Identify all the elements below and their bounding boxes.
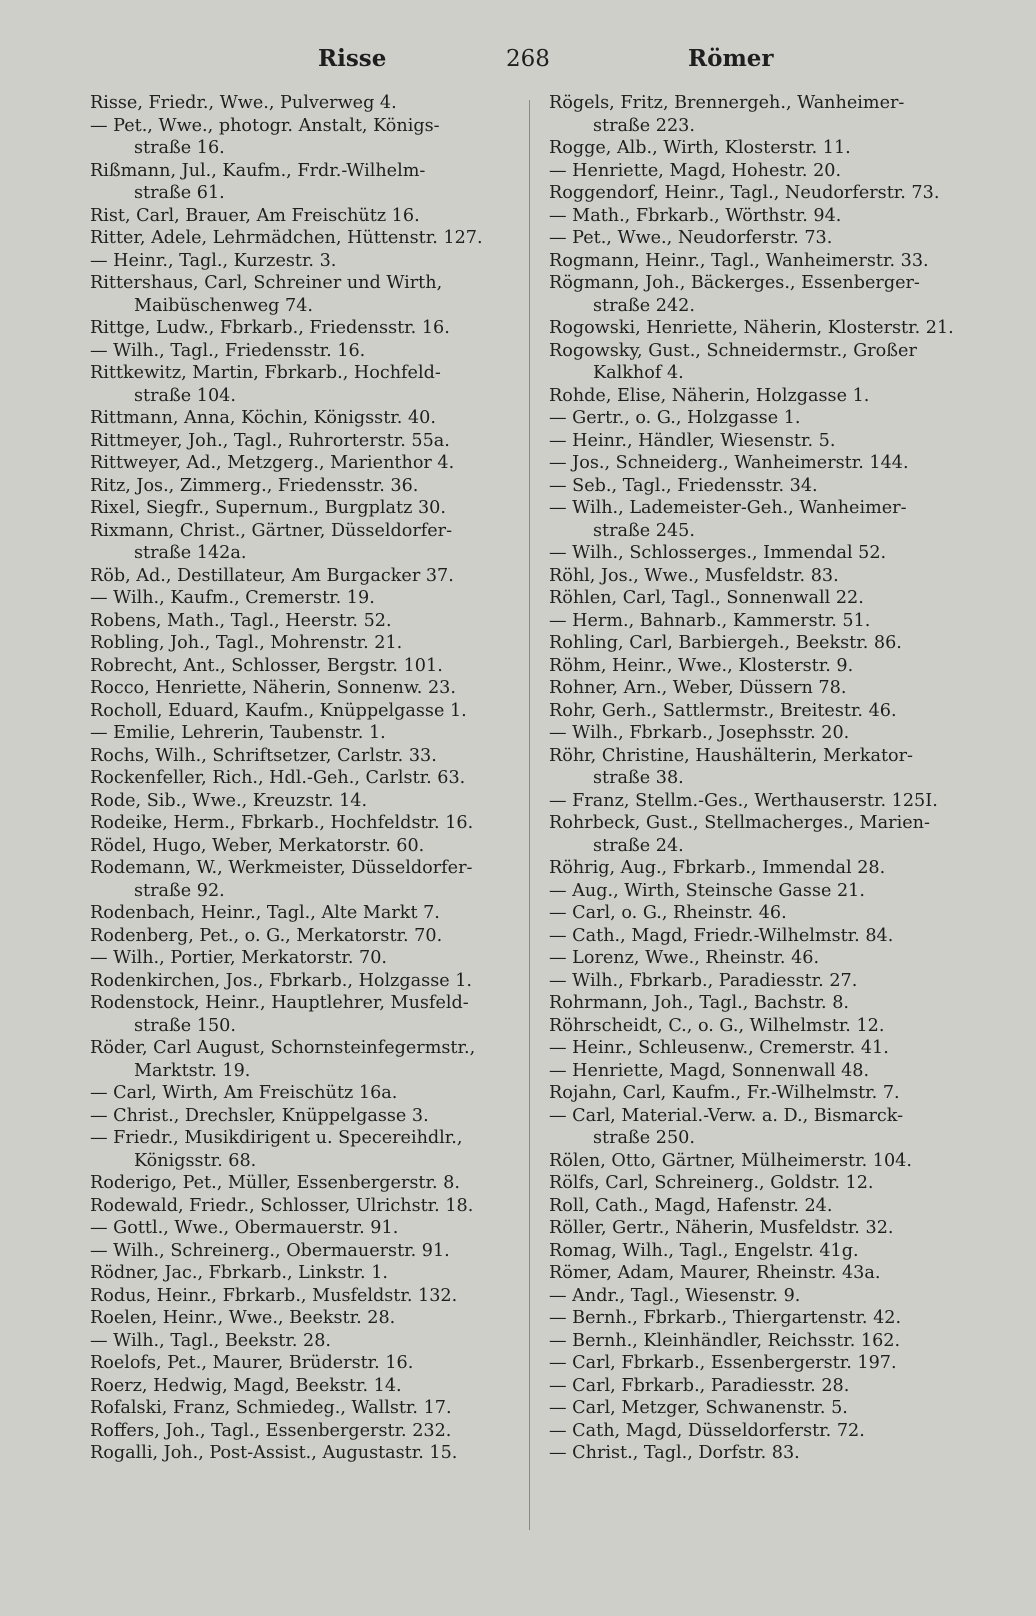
directory-entry-line: Robling, Joh., Tagl., Mohrenstr. 21. (90, 633, 403, 653)
directory-entry-line: Rohrbeck, Gust., Stellmacherges., Marien- (549, 813, 930, 833)
directory-entry-line: Robrecht, Ant., Schlosser, Bergstr. 101. (90, 655, 443, 676)
directory-entry-line: Romag, Wilh., Tagl., Engelstr. 41g. (549, 1240, 859, 1261)
entry-continuation-line: straße 24. (593, 835, 684, 856)
directory-entry-line: Rocco, Henriette, Näherin, Sonnenw. 23. (90, 678, 456, 698)
entry-continuation-line: straße 104. (134, 385, 236, 406)
directory-entry-line: Röhrig, Aug., Fbrkarb., Immendal 28. (549, 858, 886, 878)
entry-continuation-line: straße 92. (134, 880, 225, 901)
directory-entry-line: Röhm, Heinr., Wwe., Klosterstr. 9. (549, 655, 854, 676)
directory-entry-line: — Gertr., o. G., Holzgasse 1. (549, 408, 801, 428)
directory-entry-line: Roderigo, Pet., Müller, Essenbergerstr. 8. (90, 1173, 460, 1193)
directory-entry-line: Rodenkirchen, Jos., Fbrkarb., Holzgasse 1. (90, 970, 473, 991)
directory-entry-line: — Friedr., Musikdirigent u. Specereihdlr., (90, 1128, 463, 1148)
directory-entry-line: Rittweyer, Ad., Metzgerg., Marienthor 4. (90, 453, 455, 473)
entry-continuation-line: straße 38. (593, 768, 684, 788)
directory-entry-line: Rohrmann, Joh., Tagl., Bachstr. 8. (549, 993, 850, 1013)
directory-entry-line: — Bernh., Fbrkarb., Thiergartenstr. 42. (549, 1308, 902, 1328)
directory-entry-line: — Carl, Wirth, Am Freischütz 16a. (90, 1083, 398, 1103)
directory-entry-line: Rödel, Hugo, Weber, Merkatorstr. 60. (90, 835, 425, 856)
directory-entry-line: Rocholl, Eduard, Kaufm., Knüppelgasse 1. (90, 700, 467, 721)
directory-entry-line: Rittershaus, Carl, Schreiner und Wirth, (90, 273, 443, 293)
directory-entry-line: Rißmann, Jul., Kaufm., Frdr.-Wilhelm- (90, 160, 426, 181)
header-left-word: Risse (318, 45, 387, 72)
directory-entry-line: Rödner, Jac., Fbrkarb., Linkstr. 1. (90, 1263, 389, 1283)
directory-entry-line: — Wilh., Fbrkarb., Paradiesstr. 27. (549, 970, 858, 991)
directory-entry-line: Rittmeyer, Joh., Tagl., Ruhrorterstr. 55a. (90, 430, 450, 451)
directory-entry-line: — Wilh., Tagl., Friedensstr. 16. (90, 340, 366, 361)
directory-entry-line: Röhlen, Carl, Tagl., Sonnenwall 22. (549, 588, 864, 608)
directory-entry-line: Rittge, Ludw., Fbrkarb., Friedensstr. 16. (90, 318, 450, 338)
directory-entry-line: Röb, Ad., Destillateur, Am Burgacker 37. (90, 565, 454, 586)
directory-entry-line: — Carl, Metzger, Schwanenstr. 5. (549, 1398, 848, 1418)
directory-entry-line: — Jos., Schneiderg., Wanheimerstr. 144. (549, 453, 909, 473)
directory-entry-line: Röller, Gertr., Näherin, Musfeldstr. 32. (549, 1218, 894, 1238)
directory-entry-line: Rodenbach, Heinr., Tagl., Alte Markt 7. (90, 903, 440, 923)
directory-entry-line: Rodewald, Friedr., Schlosser, Ulrichstr. 18. (90, 1195, 474, 1216)
entry-continuation-line: straße 242. (593, 295, 695, 316)
right-column (549, 92, 984, 1465)
directory-entry-line: — Pet., Wwe., Neudorferstr. 73. (549, 228, 833, 248)
directory-entry-line: — Wilh., Lademeister-Geh., Wanheimer- (549, 498, 907, 518)
page-number: 268 (506, 46, 550, 72)
directory-entry-line: — Carl, Material.-Verw. a. D., Bismarck- (549, 1105, 904, 1126)
directory-entry-line: — Cath., Magd, Friedr.-Wilhelmstr. 84. (549, 925, 894, 946)
directory-entry-line: Rojahn, Carl, Kaufm., Fr.-Wilhelmstr. 7. (549, 1083, 900, 1103)
directory-entry-line: Rogowski, Henriette, Näherin, Klosterstr. 21. (549, 318, 954, 338)
directory-entry-line: Roggendorf, Heinr., Tagl., Neudorferstr. 73. (549, 183, 940, 203)
directory-entry-line: — Henriette, Magd, Sonnenwall 48. (549, 1060, 870, 1081)
directory-entry-line: — Seb., Tagl., Friedensstr. 34. (549, 475, 818, 496)
running-head (0, 42, 1036, 76)
directory-entry-line: Rodenstock, Heinr., Hauptlehrer, Musfeld- (90, 993, 469, 1013)
directory-entry-line: Rode, Sib., Wwe., Kreuzstr. 14. (90, 790, 368, 811)
entry-continuation-line: straße 61. (134, 183, 225, 203)
directory-entry-line: — Wilh., Schlosserges., Immendal 52. (549, 543, 887, 563)
directory-entry-line: — Emilie, Lehrerin, Taubenstr. 1. (90, 723, 386, 743)
directory-entry-line: — Wilh., Portier, Merkatorstr. 70. (90, 948, 388, 968)
directory-entry-line: — Wilh., Schreinerg., Obermauerstr. 91. (90, 1240, 450, 1261)
directory-entry-line: — Wilh., Tagl., Beekstr. 28. (90, 1330, 332, 1351)
entry-continuation-line: Marktstr. 19. (134, 1060, 251, 1081)
directory-entry-line: Rölen, Otto, Gärtner, Mülheimerstr. 104. (549, 1150, 912, 1171)
directory-entry-line: Römer, Adam, Maurer, Rheinstr. 43a. (549, 1263, 881, 1283)
directory-entry-line: Rixmann, Christ., Gärtner, Düsseldorfer- (90, 520, 453, 541)
directory-entry-line: — Cath, Magd, Düsseldorferstr. 72. (549, 1420, 865, 1441)
directory-entry-line: Rittmann, Anna, Köchin, Königsstr. 40. (90, 408, 436, 428)
directory-entry-line: Rogalli, Joh., Post-Assist., Augustastr. 15. (90, 1443, 458, 1463)
entry-continuation-line: straße 142a. (134, 543, 247, 563)
directory-entry-line: — Gottl., Wwe., Obermauerstr. 91. (90, 1218, 399, 1238)
directory-entry-line: Rögels, Fritz, Brennergeh., Wanheimer- (549, 93, 905, 113)
directory-entry-line: Rohner, Arn., Weber, Düssern 78. (549, 678, 847, 698)
directory-entry-line: Roerz, Hedwig, Magd, Beekstr. 14. (90, 1375, 402, 1396)
directory-entry-line: Risse, Friedr., Wwe., Pulverweg 4. (90, 93, 397, 113)
directory-entry-line: Röhr, Christine, Haushälterin, Merkator- (549, 745, 913, 766)
entry-continuation-line: straße 150. (134, 1015, 236, 1036)
directory-entry-line: Rochs, Wilh., Schriftsetzer, Carlstr. 33. (90, 745, 437, 766)
directory-entry-line: — Andr., Tagl., Wiesenstr. 9. (549, 1285, 801, 1306)
directory-entry-line: Rixel, Siegfr., Supernum., Burgplatz 30. (90, 498, 446, 518)
directory-entry-line: — Carl, Fbrkarb., Paradiesstr. 28. (549, 1375, 850, 1396)
entry-continuation-line: straße 16. (134, 138, 225, 158)
directory-entry-line: — Pet., Wwe., photogr. Anstalt, Königs- (90, 115, 440, 136)
entry-continuation-line: straße 223. (593, 115, 695, 136)
entry-continuation-line: Maibüschenweg 74. (134, 295, 313, 316)
directory-entry-line: — Lorenz, Wwe., Rheinstr. 46. (549, 948, 820, 968)
directory-entry-line: — Christ., Drechsler, Knüppelgasse 3. (90, 1105, 429, 1126)
directory-entry-line: — Herm., Bahnarb., Kammerstr. 51. (549, 610, 871, 631)
header-right-word: Römer (688, 45, 774, 72)
entry-continuation-line: straße 245. (593, 520, 695, 541)
directory-entry-line: — Christ., Tagl., Dorfstr. 83. (549, 1443, 800, 1463)
directory-entry-line: — Wilh., Fbrkarb., Josephsstr. 20. (549, 723, 850, 743)
directory-entry-line: Rodemann, W., Werkmeister, Düsseldorfer- (90, 858, 473, 878)
directory-entry-line: Roelen, Heinr., Wwe., Beekstr. 28. (90, 1308, 396, 1328)
directory-entry-line: Röhrscheidt, C., o. G., Wilhelmstr. 12. (549, 1015, 885, 1036)
directory-entry-line: Rist, Carl, Brauer, Am Freischütz 16. (90, 205, 420, 226)
directory-entry-line: — Math., Fbrkarb., Wörthstr. 94. (549, 205, 842, 226)
directory-entry-line: — Wilh., Kaufm., Cremerstr. 19. (90, 588, 375, 608)
directory-entry-line: Rölfs, Carl, Schreinerg., Goldstr. 12. (549, 1173, 874, 1193)
entry-continuation-line: straße 250. (593, 1128, 695, 1148)
directory-entry-line: — Heinr., Schleusenw., Cremerstr. 41. (549, 1038, 889, 1058)
directory-entry-line: — Franz, Stellm.-Ges., Werthauserstr. 125I. (549, 790, 938, 811)
directory-entry-line: Röhl, Jos., Wwe., Musfeldstr. 83. (549, 565, 839, 586)
directory-entry-line: Robens, Math., Tagl., Heerstr. 52. (90, 610, 392, 631)
column-divider (529, 100, 530, 1530)
directory-entry-line: — Aug., Wirth, Steinsche Gasse 21. (549, 880, 865, 901)
entry-continuation-line: Königsstr. 68. (134, 1150, 257, 1171)
directory-entry-line: Rodenberg, Pet., o. G., Merkatorstr. 70. (90, 925, 443, 946)
directory-entry-line: Roffers, Joh., Tagl., Essenbergerstr. 232. (90, 1420, 452, 1441)
directory-entry-line: Rohling, Carl, Barbiergeh., Beekstr. 86. (549, 633, 902, 653)
directory-entry-line: Rodeike, Herm., Fbrkarb., Hochfeldstr. 16. (90, 813, 474, 833)
directory-entry-line: — Carl, o. G., Rheinstr. 46. (549, 903, 787, 923)
directory-entry-line: — Henriette, Magd, Hohestr. 20. (549, 160, 842, 181)
left-column (90, 92, 525, 1465)
directory-entry-line: Röder, Carl August, Schornsteinfegermstr., (90, 1038, 476, 1058)
directory-entry-line: — Bernh., Kleinhändler, Reichsstr. 162. (549, 1330, 901, 1351)
directory-entry-line: Ritz, Jos., Zimmerg., Friedensstr. 36. (90, 475, 419, 496)
directory-entry-line: Rohde, Elise, Näherin, Holzgasse 1. (549, 385, 870, 406)
directory-entry-line: Roll, Cath., Magd, Hafenstr. 24. (549, 1195, 833, 1216)
directory-entry-line: Rittkewitz, Martin, Fbrkarb., Hochfeld- (90, 363, 441, 383)
directory-entry-line: Rockenfeller, Rich., Hdl.-Geh., Carlstr. 63. (90, 768, 466, 788)
entry-continuation-line: Kalkhof 4. (593, 363, 684, 383)
directory-entry-line: — Heinr., Tagl., Kurzestr. 3. (90, 250, 337, 271)
directory-entry-line: Rodus, Heinr., Fbrkarb., Musfeldstr. 132. (90, 1285, 458, 1306)
directory-entry-line: Rohr, Gerh., Sattlermstr., Breitestr. 46. (549, 700, 897, 721)
directory-entry-line: Rofalski, Franz, Schmiedeg., Wallstr. 17. (90, 1398, 452, 1418)
directory-entry-line: Rogge, Alb., Wirth, Klosterstr. 11. (549, 138, 851, 158)
directory-entry-line: — Heinr., Händler, Wiesenstr. 5. (549, 430, 836, 451)
directory-entry-line: Rögmann, Joh., Bäckerges., Essenberger- (549, 273, 920, 293)
directory-entry-line: Roelofs, Pet., Maurer, Brüderstr. 16. (90, 1353, 414, 1373)
directory-entry-line: — Carl, Fbrkarb., Essenbergerstr. 197. (549, 1353, 897, 1373)
directory-entry-line: Rogmann, Heinr., Tagl., Wanheimerstr. 33. (549, 250, 929, 271)
directory-entry-line: Rogowsky, Gust., Schneidermstr., Großer (549, 340, 917, 361)
directory-entry-line: Ritter, Adele, Lehrmädchen, Hüttenstr. 127. (90, 228, 483, 248)
